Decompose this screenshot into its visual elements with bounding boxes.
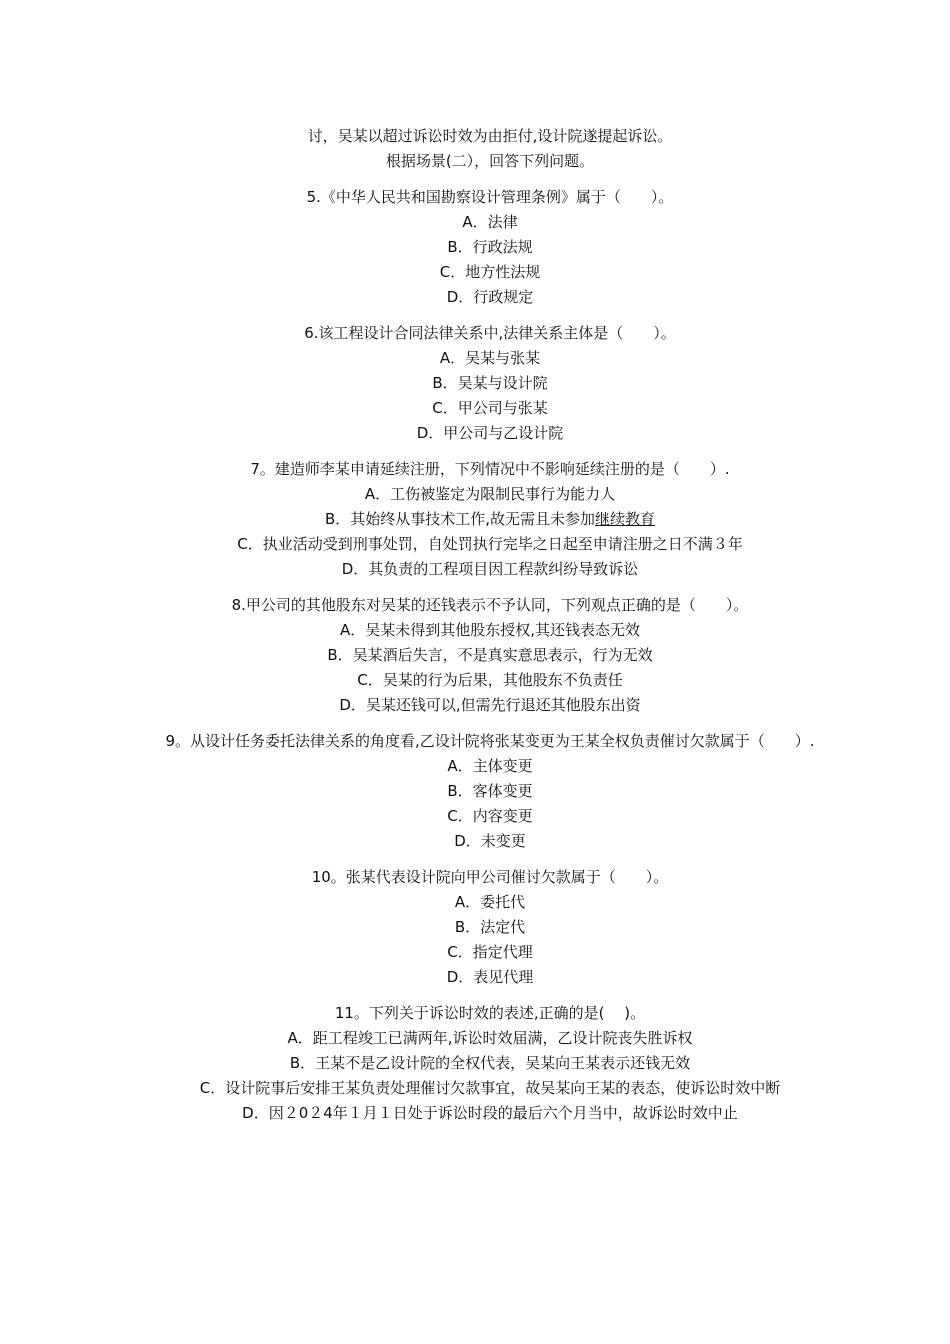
option-b <box>150 507 830 532</box>
question-stem: 10。张某代表设计院向甲公司催讨欠款属于（ ）。 <box>311 868 669 886</box>
question-8 <box>150 593 830 718</box>
option-b-text: B．其始终从事技术工作,故无需且未参加 <box>324 510 596 528</box>
question-stem: 11。下列关于诉讼时效的表述,正确的是( )。 <box>334 1004 646 1022</box>
option-c: C．地方性法规 <box>439 263 541 281</box>
option-d: D．吴某还钱可以,但需先行退还其他股东出资 <box>339 696 641 714</box>
option-c: C．甲公司与张某 <box>432 399 548 417</box>
intro-line-2: 根据场景(二），回答下列问题。 <box>385 152 595 170</box>
question-9 <box>150 729 830 854</box>
question-5 <box>150 185 830 310</box>
option-b: B．法定代 <box>454 918 526 936</box>
option-d: D．未变更 <box>454 832 526 850</box>
option-b: B．吴某与设计院 <box>432 374 548 392</box>
option-a: A．工伤被鉴定为限制民事行为能力人 <box>364 485 616 503</box>
option-c: C．内容变更 <box>447 807 533 825</box>
option-c: C．设计院事后安排王某负责处理催讨欠款事宜，故吴某向王某的表态，使诉讼时效中断 <box>199 1079 781 1097</box>
option-a: A．法律 <box>462 213 518 231</box>
question-stem: 5.《中华人民共和国勘察设计管理条例》属于（ ）。 <box>306 188 674 206</box>
document-body <box>150 124 830 1126</box>
option-b: B．客体变更 <box>447 782 533 800</box>
question-6 <box>150 321 830 446</box>
intro-line-1: 讨，吴某以超过诉讼时效为由拒付,设计院遂提起诉讼。 <box>307 127 673 145</box>
option-d: D．表见代理 <box>446 968 534 986</box>
option-d: D．因２0２4年１月１日处于诉讼时段的最后六个月当中，故诉讼时效中止 <box>242 1104 738 1122</box>
continuing-education-link[interactable]: 继续教育 <box>595 510 656 528</box>
option-d: D．行政规定 <box>446 288 534 306</box>
option-b: B．行政法规 <box>447 238 533 256</box>
option-a: A．距工程竣工已满两年,诉讼时效届满，乙设计院丧失胜诉权 <box>287 1029 693 1047</box>
question-stem: 6.该工程设计合同法律关系中,法律关系主体是（ ）。 <box>304 324 676 342</box>
option-c: C．指定代理 <box>447 943 533 961</box>
option-a: A．吴某未得到其他股东授权,其还钱表态无效 <box>339 621 641 639</box>
question-stem: 7。建造师李某申请延续注册，下列情况中不影响延续注册的是（ ）. <box>250 460 730 478</box>
question-7 <box>150 457 830 582</box>
question-10 <box>150 865 830 990</box>
option-d: D．甲公司与乙设计院 <box>416 424 564 442</box>
option-a: A．委托代 <box>454 893 526 911</box>
option-c: C．吴某的行为后果，其他股东不负责任 <box>357 671 623 689</box>
option-c: C．执业活动受到刑事处罚，自处罚执行完毕之日起至申请注册之日不满３年 <box>237 535 743 553</box>
option-b: B．王某不是乙设计院的全权代表，吴某向王某表示还钱无效 <box>289 1054 691 1072</box>
question-stem: 8.甲公司的其他股东对吴某的还钱表示不予认同，下列观点正确的是（ ）。 <box>231 596 749 614</box>
intro-block <box>150 124 830 174</box>
option-b: B．吴某酒后失言，不是真实意思表示，行为无效 <box>327 646 653 664</box>
question-11 <box>150 1001 830 1126</box>
question-stem: 9。从设计任务委托法律关系的角度看,乙设计院将张某变更为王某全权负责催讨欠款属于（ ）. <box>165 732 815 750</box>
option-d: D．其负责的工程项目因工程款纠纷导致诉讼 <box>341 560 639 578</box>
option-a: A．吴某与张某 <box>439 349 541 367</box>
option-a: A．主体变更 <box>447 757 533 775</box>
